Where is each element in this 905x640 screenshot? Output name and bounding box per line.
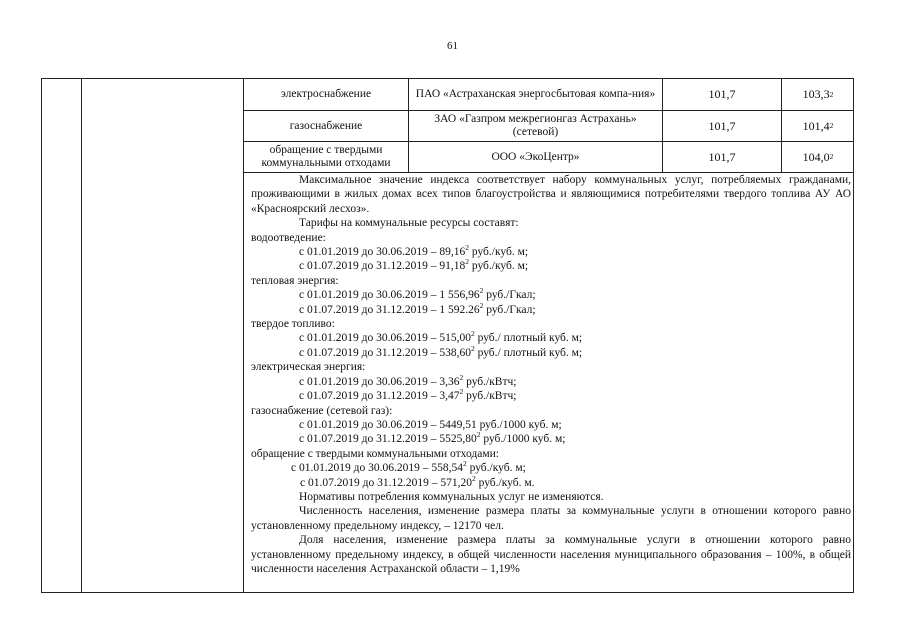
population-paragraph: Численность населения, изменение размера платы за коммунальные услуги в отношении которого равно установленному предельному индексу, – 12170 чел.	[251, 505, 851, 532]
water-label: водоотведение:	[251, 231, 326, 244]
service-cell: обращение с твердыми коммунальными отходами	[261, 144, 391, 169]
heat-tariff-1: с 01.01.2019 до 30.06.2019 – 1 556,96$^2$ руб./Гкал;	[299, 286, 536, 302]
waste-tariff-1: с 01.01.2019 до 30.06.2019 – 558,54$^2$ руб./куб. м;	[291, 459, 526, 475]
water-tariff-2: с 01.07.2019 до 31.12.2019 – 91,18$^2$ руб./куб. м;	[299, 257, 529, 273]
tariffs-intro: Тарифы на коммунальные ресурсы составят:	[299, 217, 519, 230]
index-max-cell: 103,3 2	[802, 87, 834, 101]
tariff-table	[41, 78, 854, 593]
description-block	[251, 173, 851, 576]
max-index-paragraph: Максимальное значение индекса соответствует набору коммунальных услуг, потребляемых гражданами, проживающими в жилых домах всех типов благоустройства и являющимися потребителями твердого топлива АУ АО «Красноярский лесхоз».	[251, 174, 851, 215]
page-number: 61	[447, 40, 458, 52]
col-divider	[81, 79, 82, 592]
index-cell: 101,7	[708, 149, 736, 164]
gas-tariff-1: с 01.01.2019 до 30.06.2019 – 5449,51 руб./1000 куб. м;	[299, 418, 562, 431]
provider-cell: ПАО «Астраханская энергосбытовая компа-ния»	[415, 88, 656, 100]
waste-label: обращение с твердыми коммунальными отходами:	[251, 447, 499, 460]
fuel-label: твердое топливо:	[251, 318, 335, 331]
service-cell: электроснабжение	[280, 88, 372, 100]
provider-cell: ЗАО «Газпром межрегионгаз Астрахань» (сетевой)	[434, 113, 637, 138]
elec-tariff-2: с 01.07.2019 до 31.12.2019 – 3,47$^2$ руб./кВтч;	[299, 387, 517, 403]
heat-tariff-2: с 01.07.2019 до 31.12.2019 – 1 592.26$^2$ руб./Гкал;	[299, 300, 536, 316]
gas-label: газоснабжение (сетевой газ):	[251, 404, 393, 417]
waste-tariff-2: с 01.07.2019 до 31.12.2019 – 571,20$^2$ руб./куб. м.	[300, 473, 535, 489]
service-cell: газоснабжение	[289, 119, 363, 132]
elec-tariff-1: с 01.01.2019 до 30.06.2019 – 3,36$^2$ руб./кВтч;	[299, 372, 517, 388]
elec-label: электрическая энергия:	[251, 361, 366, 374]
index-max-cell: 104,0 2	[802, 149, 834, 164]
fuel-tariff-2: с 01.07.2019 до 31.12.2019 – 538,60$^2$ руб./ плотный куб. м;	[299, 343, 583, 359]
water-tariff-1: с 01.01.2019 до 30.06.2019 – 89,16$^2$ руб./куб. м;	[299, 243, 529, 259]
provider-cell: ООО «ЭкоЦентр»	[491, 150, 580, 163]
share-paragraph: Доля населения, изменение размера платы за коммунальные услуги в отношении которого равно установленному предельному индексу, в общей численности населения муниципального образования – 100%, в общей численности населения Астраханской области – 1,19%	[251, 534, 851, 575]
heat-label: тепловая энергия:	[251, 274, 339, 287]
index-cell: 101,7	[708, 87, 736, 101]
fuel-tariff-1: с 01.01.2019 до 30.06.2019 – 515,00$^2$ руб./ плотный куб. м;	[299, 329, 583, 345]
norms-paragraph: Нормативы потребления коммунальных услуг не изменяются.	[299, 490, 604, 503]
gas-tariff-2: с 01.07.2019 до 31.12.2019 – 5525,80$^2$ руб./1000 куб. м;	[299, 430, 566, 446]
index-max-cell: 101,4 2	[802, 118, 834, 133]
index-cell: 101,7	[708, 118, 736, 133]
